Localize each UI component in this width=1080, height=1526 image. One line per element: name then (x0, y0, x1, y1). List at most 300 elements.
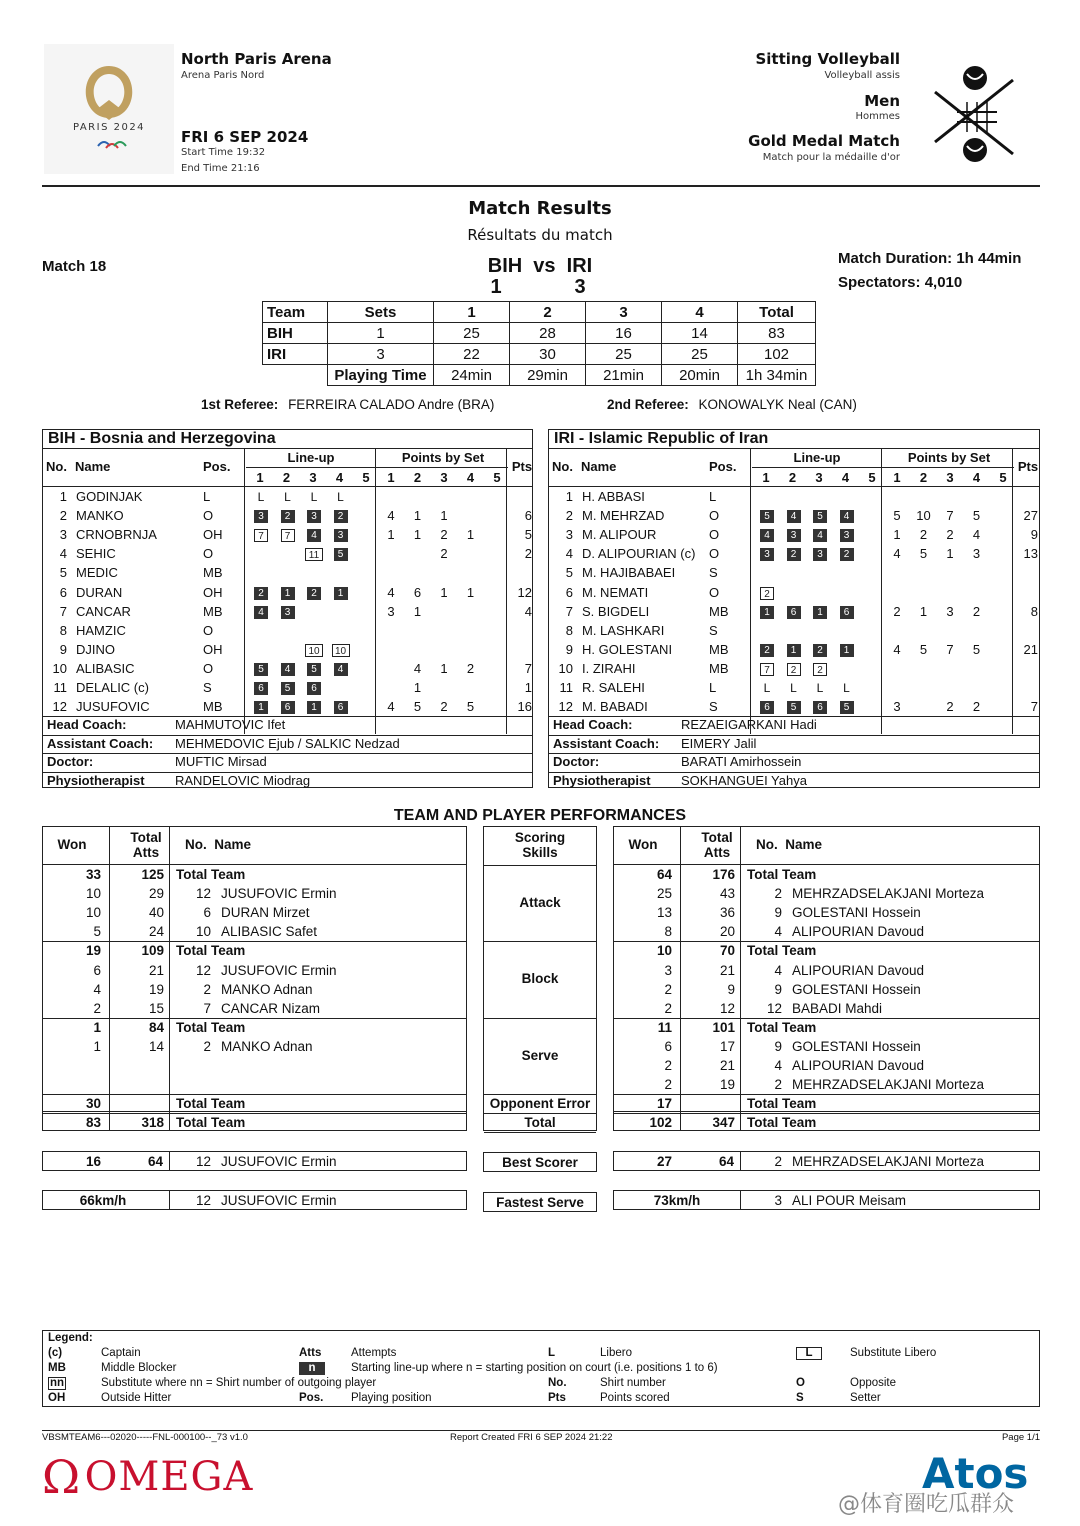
table-row (43, 1113, 466, 1132)
player-name: Total Team (176, 1115, 246, 1131)
page-number: Page 1/1 (1001, 1432, 1040, 1443)
lineup-cell (303, 487, 325, 506)
lineup-position: 4 (281, 663, 295, 676)
lineup-position: L (257, 490, 265, 505)
skill-label: Attack (519, 895, 561, 910)
paris-2024-emblem-icon (44, 44, 174, 174)
gender: Men (864, 92, 900, 110)
table-row (549, 487, 1039, 506)
best-scorer-label (483, 1152, 597, 1172)
report-code: VBSMTEAM6---02020-----FNL-000100--_73 v1.0 (42, 1432, 248, 1443)
lineup-position: 6 (760, 701, 774, 714)
player-no: 11 (53, 680, 67, 695)
sets-won: 3 (328, 344, 434, 365)
lineup-cell (250, 525, 272, 544)
table-row (614, 941, 1039, 960)
legend-key: S (796, 1392, 804, 1404)
atts-value: 29 (148, 886, 164, 902)
set-points: 5 (413, 699, 422, 715)
lineup-cell (303, 583, 325, 602)
lineup-position: 5 (334, 548, 348, 561)
total-points: 9 (1030, 527, 1038, 543)
won-value: 2 (664, 1077, 672, 1093)
atos-wordmark: Atos (922, 1449, 1029, 1498)
lineup-cell (303, 525, 325, 544)
player-no: 1 (59, 489, 67, 504)
player-no: 12 (558, 699, 573, 715)
lineup-cell (756, 697, 778, 716)
lineup-position: 7 (760, 663, 774, 676)
col-scoring-skills: Scoring Skills (514, 830, 566, 860)
table-row (549, 583, 1039, 602)
playing-time-row (263, 365, 816, 386)
lineup-position: 4 (787, 510, 801, 523)
total-points: 7 (1030, 699, 1038, 715)
set-score: 25 (662, 344, 738, 365)
lineup-position: 6 (281, 701, 295, 714)
set-points: 2 (946, 527, 954, 543)
lineup-cell (330, 697, 352, 716)
atts-value: 125 (141, 867, 164, 882)
player-name: CRNOBRNJA (76, 527, 157, 543)
lineup-cell (783, 506, 805, 525)
player-name: MANKO Adnan (221, 981, 313, 997)
player-name: HAMZIC (76, 622, 126, 638)
won-value: 25 (656, 886, 672, 902)
fastest-serve-speed: 73km/h (653, 1193, 701, 1208)
lineup-cell (303, 640, 325, 659)
set-points: 2 (466, 660, 475, 676)
table-row (43, 865, 466, 884)
table-row (43, 1018, 466, 1037)
lineup-cell (250, 602, 272, 621)
player-name: GOLESTANI Hossein (792, 1038, 921, 1054)
staff-label: Assistant Coach: (47, 735, 154, 751)
lineup-cell (303, 659, 325, 678)
player-no: 10 (195, 924, 211, 940)
set-points: 2 (972, 603, 981, 619)
player-no: 4 (565, 546, 573, 562)
player-name: M. HAJIBABAEI (582, 565, 676, 581)
player-no: 2 (565, 508, 573, 524)
match-date: FRI 6 SEP 2024 (181, 128, 309, 146)
player-name: SEHIC (76, 546, 116, 562)
set-points: 1 (919, 603, 928, 619)
player-no: 3 (59, 527, 67, 543)
won-value: 11 (657, 1019, 672, 1035)
table-row (43, 487, 532, 506)
player-pos: S (709, 565, 718, 581)
score-right: 3 (574, 276, 586, 298)
player-name: Total Team (176, 1019, 246, 1035)
won-value: 64 (656, 867, 672, 882)
fastest-serve-no: 12 (195, 1193, 211, 1208)
playing-time-label: Playing Time (328, 365, 434, 386)
sport-name: Sitting Volleyball (755, 50, 900, 68)
table-row (43, 903, 466, 922)
lineup-position: 7 (254, 529, 268, 542)
iri-performance (613, 826, 1040, 1131)
lineup-cell (809, 640, 831, 659)
player-no: 4 (774, 1058, 782, 1073)
set-points: 2 (919, 527, 928, 543)
set-points: 2 (440, 699, 448, 715)
sitting-volleyball-pictogram (927, 62, 1027, 167)
set-score: 25 (586, 344, 662, 365)
set-points: 10 (916, 508, 931, 524)
total-points: 27 (1023, 508, 1038, 524)
page-title-fr: Résultats du match (467, 226, 613, 244)
atts-value: 101 (712, 1019, 735, 1035)
lineup-position: 5 (813, 510, 827, 523)
best-scorer-label-text: Best Scorer (502, 1155, 578, 1170)
best-scorer-right (613, 1151, 1040, 1171)
set-points: 3 (893, 699, 901, 715)
lineup-position: 3 (760, 548, 774, 561)
end-time: End Time 21:16 (181, 163, 260, 174)
lineup-cell (330, 640, 352, 659)
lineup-position: 10 (332, 644, 350, 657)
table-row (614, 884, 1039, 903)
set-number: 3 (946, 470, 954, 485)
lineup-position: 1 (307, 701, 321, 714)
lineup-position: 1 (334, 587, 348, 600)
player-no: 7 (203, 1000, 211, 1016)
paris-2024-logo (44, 44, 174, 174)
player-pos: L (203, 489, 211, 504)
set-number: 4 (841, 470, 850, 485)
match-duration: Match Duration: 1h 44min (838, 250, 1022, 267)
lineup-position: 6 (334, 701, 348, 714)
table-row (43, 922, 466, 941)
player-name: DURAN (76, 584, 123, 600)
won-value: 6 (664, 1038, 672, 1054)
atts-value: 17 (719, 1038, 735, 1054)
player-pos: MB (203, 699, 223, 715)
player-name: M. LASHKARI (582, 622, 665, 638)
best-scorer-atts: 64 (718, 1154, 734, 1169)
lineup-cell (836, 678, 858, 697)
second-referee: KONOWALYK Neal (CAN) (698, 397, 857, 412)
staff-label: Doctor: (47, 754, 94, 770)
player-pos: O (203, 622, 214, 638)
won-value: 3 (664, 962, 672, 978)
won-value: 2 (664, 1000, 672, 1016)
player-name: GOLESTANI Hossein (792, 981, 921, 997)
atts-value: 15 (148, 1000, 164, 1016)
set-number: 3 (815, 470, 823, 485)
set-points: 4 (413, 660, 422, 676)
player-name: JUSUFOVIC Ermin (221, 962, 337, 978)
lineup-position: 1 (787, 644, 801, 657)
lineup-position: 7 (281, 529, 295, 542)
lineup-cell (277, 583, 299, 602)
lineup-cell (330, 544, 352, 563)
set-points: 4 (893, 546, 901, 562)
lineup-position: 6 (787, 606, 801, 619)
lineup-position: 2 (254, 587, 268, 600)
set-points: 4 (387, 508, 395, 524)
lineup-position: 2 (787, 663, 801, 676)
player-name: M. NEMATI (582, 584, 649, 600)
col-no-name: No. Name (185, 837, 252, 852)
legend-value: Shirt number (600, 1377, 666, 1389)
table-row (43, 678, 532, 697)
player-name: MANKO (76, 508, 124, 524)
player-no: 9 (774, 905, 782, 921)
sport-name-fr: Volleyball assis (824, 70, 900, 81)
staff-label: Head Coach: (553, 717, 633, 733)
lineup-cell (277, 678, 299, 697)
perf-title: TEAM AND PLAYER PERFORMANCES (393, 807, 687, 824)
spectators: Spectators: 4,010 (838, 274, 963, 291)
col-team: Team (263, 302, 328, 323)
staff-name: MUFTIC Mirsad (175, 754, 267, 770)
player-pos: MB (709, 660, 729, 676)
set-points: 3 (946, 603, 954, 619)
player-no: 7 (565, 603, 573, 619)
player-pos: L (709, 489, 717, 504)
player-pos: O (709, 527, 720, 543)
lineup-position: 3 (840, 529, 854, 542)
lineup-cell (277, 659, 299, 678)
player-name: Total Team (747, 1096, 817, 1112)
lineup-cell (783, 525, 805, 544)
col-set4: 4 (662, 302, 738, 323)
set-points: 5 (972, 641, 981, 657)
event-name-fr: Match pour la médaille d'or (762, 152, 900, 163)
set-number: 5 (493, 470, 501, 485)
legend-key: MB (48, 1362, 66, 1374)
lineup-position: 6 (840, 606, 854, 619)
atts-value: 21 (148, 962, 164, 978)
won-value: 17 (656, 1096, 672, 1112)
playing-time: 20min (662, 365, 738, 386)
lineup-position: 1 (840, 644, 854, 657)
player-name: CANCAR (76, 603, 131, 619)
atts-value: 9 (727, 981, 735, 997)
player-no: 7 (59, 603, 67, 619)
col-lineup: Line-up (287, 450, 335, 465)
best-scorer-left (42, 1151, 467, 1171)
lineup-cell (756, 640, 778, 659)
player-no: 2 (203, 981, 211, 997)
player-pos: O (709, 584, 720, 600)
legend-value: Opposite (850, 1377, 897, 1389)
set-points: 5 (466, 699, 475, 715)
playing-time: 29min (510, 365, 586, 386)
lineup-position: 2 (787, 548, 801, 561)
won-value: 10 (656, 943, 672, 959)
lineup-cell (756, 544, 778, 563)
player-name: H. GOLESTANI (582, 641, 673, 657)
won-value: 83 (85, 1115, 101, 1131)
set-number: 4 (335, 470, 344, 485)
player-name: JUSUFOVIC Ermin (221, 886, 337, 902)
player-pos: O (709, 546, 720, 562)
lineup-position: L (843, 681, 850, 696)
player-no: 3 (565, 527, 573, 543)
legend-key: Pts (548, 1392, 566, 1404)
set-points: 2 (440, 546, 448, 562)
total-points: 8 (1030, 603, 1038, 619)
fastest-serve-right (613, 1190, 1040, 1210)
player-name: Total Team (747, 1115, 817, 1131)
player-no: 4 (774, 924, 782, 940)
set-points: 4 (893, 641, 901, 657)
lineup-position: 5 (760, 510, 774, 523)
set-score: 22 (434, 344, 510, 365)
player-pos: S (709, 699, 718, 715)
table-row (549, 506, 1039, 525)
table-row (43, 525, 532, 544)
lineup-position: 5 (307, 663, 321, 676)
fastest-serve-left (42, 1190, 467, 1210)
col-total-atts: Total Atts (130, 830, 162, 860)
atts-value: 14 (148, 1038, 164, 1054)
atts-value: 19 (719, 1077, 735, 1093)
player-name: M. ALIPOUR (582, 527, 657, 543)
col-set2: 2 (510, 302, 586, 323)
lineup-position: 2 (760, 644, 774, 657)
lineup-cell (836, 506, 858, 525)
set-number: 5 (868, 470, 876, 485)
page-title: Match Results (468, 198, 612, 219)
lineup-cell (277, 487, 299, 506)
best-scorer-no: 2 (774, 1154, 782, 1169)
lineup-cell (783, 602, 805, 621)
table-row (614, 1075, 1039, 1094)
total-points: 6 (524, 508, 532, 524)
table-row (614, 922, 1039, 941)
set-points: 1 (413, 680, 422, 695)
player-name: H. ABBASI (582, 489, 645, 504)
lineup-cell (303, 678, 325, 697)
table-row (43, 961, 466, 980)
score-left: 1 (490, 276, 502, 298)
lineup-cell (783, 544, 805, 563)
lineup-cell (809, 525, 831, 544)
table-row (549, 544, 1039, 563)
player-no: 2 (774, 1077, 782, 1093)
col-total: Total (738, 302, 816, 323)
watermark: @体育圈吃瓜群众 (838, 1492, 1015, 1517)
set-number: 3 (309, 470, 317, 485)
won-value: 30 (85, 1096, 101, 1112)
match-number: Match 18 (42, 258, 107, 275)
table-row (43, 697, 532, 716)
player-name: Total Team (747, 1019, 817, 1035)
player-no: 9 (565, 641, 573, 657)
lineup-cell (836, 544, 858, 563)
won-value: 2 (664, 981, 672, 997)
staff-name: RANDELOVIC Miodrag (175, 772, 311, 788)
lineup-position: 1 (813, 606, 827, 619)
player-name: ALIBASIC (76, 660, 135, 676)
player-no: 5 (59, 565, 67, 581)
legend-key: L (805, 1347, 813, 1359)
player-no: 2 (59, 508, 67, 524)
lineup-position: 4 (813, 529, 827, 542)
set-number: 4 (972, 470, 981, 485)
player-no: 10 (558, 660, 573, 676)
lineup-cell (277, 602, 299, 621)
set-number: 2 (788, 470, 797, 485)
lineup-cell (250, 678, 272, 697)
sets-won: 1 (328, 323, 434, 344)
set-points: 1 (413, 508, 422, 524)
skill-label: Serve (521, 1047, 559, 1063)
team-code: BIH (263, 323, 328, 344)
lineup-cell (250, 697, 272, 716)
omega-logo (42, 1452, 253, 1502)
set-points: 1 (440, 508, 448, 524)
second-referee-label: 2nd Referee: (607, 397, 689, 412)
fastest-serve-label-text: Fastest Serve (496, 1195, 584, 1210)
lineup-position: 4 (334, 663, 348, 676)
player-pos: OH (203, 527, 223, 543)
set-points: 1 (440, 584, 448, 600)
lineup-position: 4 (760, 529, 774, 542)
total-points: 2 (524, 546, 532, 562)
table-row (614, 980, 1039, 999)
set-points: 5 (919, 546, 928, 562)
player-name: ALIPOURIAN Davoud (792, 924, 925, 940)
legend-value: Middle Blocker (101, 1362, 177, 1374)
legend-sub-libero-box (796, 1347, 822, 1360)
best-scorer-name: JUSUFOVIC Ermin (221, 1154, 337, 1169)
lineup-position: 1 (281, 587, 295, 600)
won-value: 6 (93, 962, 101, 978)
set-number: 3 (440, 470, 448, 485)
set-score: 30 (510, 344, 586, 365)
team-title: IRI - Islamic Republic of Iran (549, 430, 1039, 449)
table-row (549, 621, 1039, 640)
legend-value: Playing position (351, 1392, 432, 1404)
col-no-name: No. Name (756, 837, 823, 852)
set-points: 5 (893, 508, 901, 524)
player-name: CANCAR Nizam (221, 1000, 321, 1016)
player-pos: S (709, 622, 718, 638)
team-code: IRI (263, 344, 328, 365)
legend-value: Substitute Libero (850, 1347, 937, 1359)
table-row (43, 1037, 466, 1056)
set-points: 1 (440, 660, 448, 676)
lineup-position: 2 (281, 510, 295, 523)
player-no: 12 (195, 962, 211, 978)
referees-2 (607, 397, 857, 412)
set-points: 1 (946, 546, 954, 562)
player-no: 6 (59, 584, 67, 600)
set-points: 2 (946, 699, 954, 715)
player-pos: O (709, 508, 720, 524)
lineup-cell (250, 659, 272, 678)
won-value: 10 (85, 886, 101, 902)
set-number: 2 (919, 470, 928, 485)
lineup-position: 10 (305, 644, 323, 657)
total-score: 102 (738, 344, 816, 365)
player-name: Total Team (176, 943, 246, 959)
set-points: 2 (972, 699, 981, 715)
atts-value: 84 (148, 1019, 164, 1035)
player-pos: S (203, 680, 212, 695)
player-no: 8 (59, 622, 67, 638)
col-name: Name (75, 459, 111, 474)
set-points: 4 (387, 584, 395, 600)
playing-time: 24min (434, 365, 510, 386)
player-name: MANKO Adnan (221, 1038, 313, 1054)
playing-time: 21min (586, 365, 662, 386)
